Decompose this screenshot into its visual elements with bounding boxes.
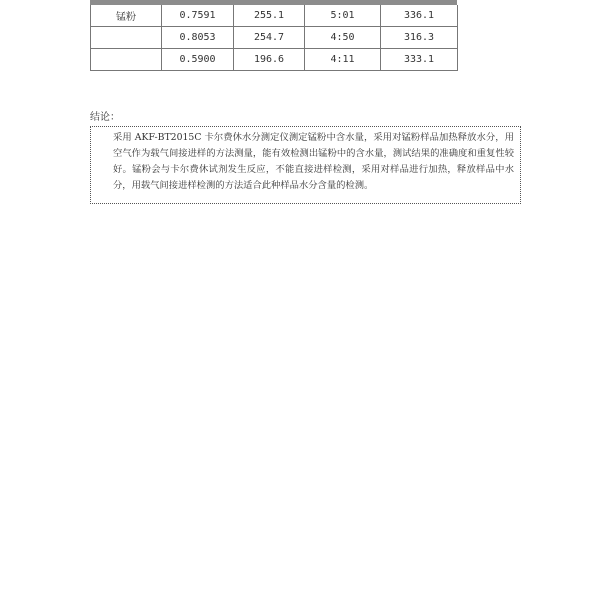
result-cell: 333.1	[381, 49, 458, 71]
time-cell: 4:11	[305, 49, 381, 71]
result-cell: 336.1	[381, 5, 458, 27]
sample-name-cell	[91, 49, 162, 71]
conclusion-box	[90, 126, 521, 204]
results-table	[90, 5, 458, 71]
conclusion-label: 结论：	[90, 112, 120, 123]
sample-name-cell: 锰粉	[91, 5, 162, 27]
time-cell: 4:50	[305, 27, 381, 49]
value-cell: 255.1	[234, 5, 305, 27]
table-row	[91, 49, 458, 71]
results-table-section	[90, 0, 457, 71]
conclusion-text: 采用 AKF-BT2015C 卡尔费休水分测定仪测定锰粉中含水量，采用对锰粉样品加热释放水分，用空气作为载气间接进样的方法测量，能有效检测出锰粉中的含水量，测试结果的准确度和重复性较好。锰粉会与卡尔费休试剂发生反应，不能直接进样检测，采用对样品进行加热，释放样品中水分，用载气间接进样检测的方法适合此种样品水分含量的检测。	[113, 132, 514, 191]
mass-cell: 0.8053	[162, 27, 234, 49]
value-cell: 196.6	[234, 49, 305, 71]
table-row	[91, 5, 458, 27]
value-cell: 254.7	[234, 27, 305, 49]
time-cell: 5:01	[305, 5, 381, 27]
mass-cell: 0.7591	[162, 5, 234, 27]
result-cell: 316.3	[381, 27, 458, 49]
sample-name-cell	[91, 27, 162, 49]
mass-cell: 0.5900	[162, 49, 234, 71]
table-row	[91, 27, 458, 49]
